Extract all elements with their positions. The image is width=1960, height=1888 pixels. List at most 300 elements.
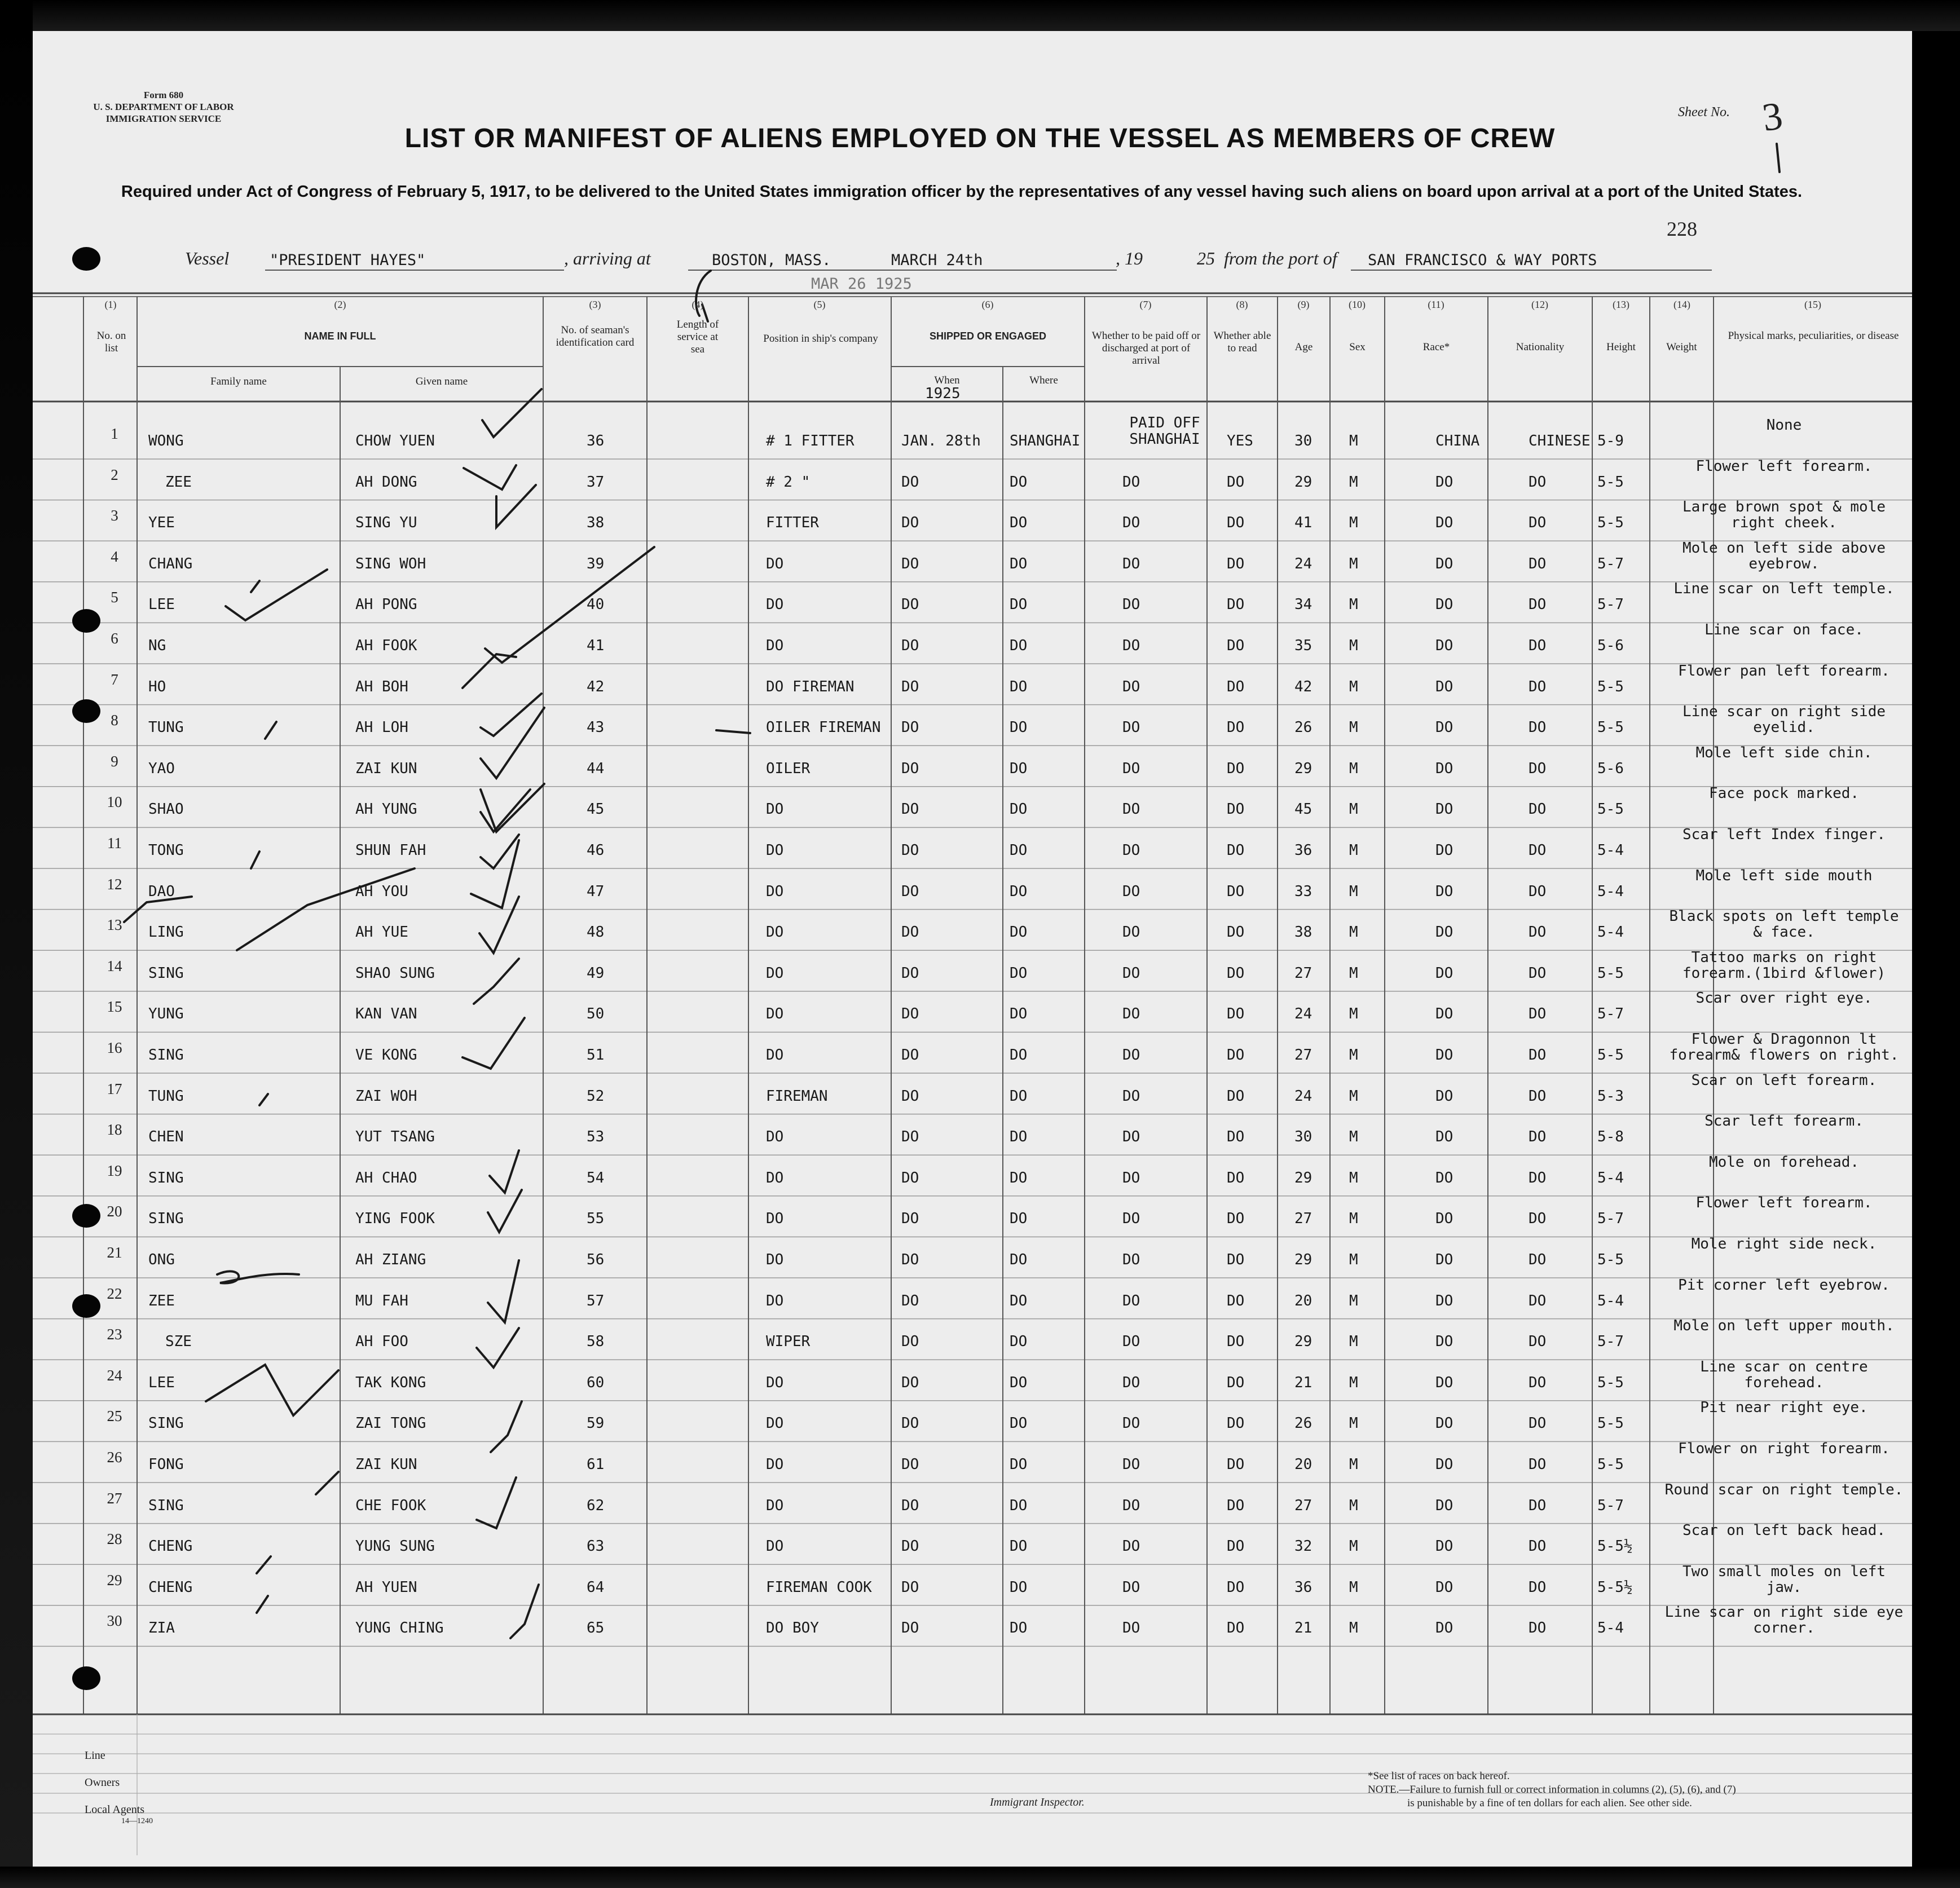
- able-read-cell: DO: [1227, 1538, 1245, 1555]
- where-cell: DO: [1010, 760, 1028, 777]
- footer-agents-label: Local Agents: [85, 1803, 145, 1816]
- footer-line-label: Line: [85, 1749, 105, 1762]
- received-date-stamp: MAR 26 1925: [811, 275, 912, 293]
- position-cell: DO: [766, 1497, 784, 1514]
- race-cell: DO: [1435, 555, 1454, 572]
- age-cell: 29: [1294, 473, 1312, 491]
- family-name-cell: ZIA: [148, 1620, 175, 1637]
- height-cell: 5-4: [1597, 1620, 1624, 1637]
- sex-cell: M: [1349, 1128, 1358, 1146]
- paid-off-cell: DO: [1122, 1087, 1140, 1105]
- when-cell: DO: [901, 473, 919, 491]
- row-number: 4: [111, 548, 118, 565]
- position-cell: OILER: [766, 760, 811, 777]
- able-read-cell: DO: [1227, 596, 1245, 614]
- card-number-cell: 44: [587, 760, 605, 777]
- nationality-cell: DO: [1529, 1456, 1547, 1473]
- arrival-date: MARCH 24th: [891, 252, 983, 269]
- hdr-where: Where: [1029, 374, 1058, 386]
- given-name-cell: AH CHAO: [355, 1169, 417, 1186]
- row-number: 8: [111, 712, 118, 729]
- physical-marks-cell: Flower left forearm.: [1695, 1194, 1873, 1212]
- height-cell: 5-5: [1597, 514, 1624, 532]
- paid-off-cell: DO: [1122, 473, 1140, 491]
- card-number-cell: 64: [587, 1578, 605, 1596]
- paid-off-cell: DO: [1122, 760, 1140, 777]
- able-read-cell: DO: [1227, 924, 1245, 941]
- when-cell: DO: [901, 924, 919, 941]
- position-cell: FITTER: [766, 514, 819, 532]
- physical-marks-cell: Scar on left back head.: [1682, 1522, 1886, 1539]
- sex-cell: M: [1349, 760, 1358, 777]
- where-cell: DO: [1010, 719, 1028, 736]
- paid-off-cell: DO: [1122, 1333, 1140, 1351]
- able-read-cell: DO: [1227, 1169, 1245, 1186]
- given-name-cell: TAK KONG: [355, 1374, 426, 1391]
- age-cell: 24: [1294, 1005, 1312, 1023]
- card-number-cell: 47: [587, 883, 605, 900]
- race-cell: DO: [1435, 924, 1454, 941]
- family-name-cell: HO: [148, 678, 166, 695]
- when-cell: DO: [901, 678, 919, 695]
- row-number: 22: [107, 1285, 122, 1302]
- sex-cell: M: [1349, 1620, 1358, 1637]
- form-service: IMMIGRATION SERVICE: [105, 113, 222, 124]
- when-cell: DO: [901, 514, 919, 532]
- form-department: U. S. DEPARTMENT OF LABOR: [93, 102, 234, 112]
- position-cell: DO: [766, 964, 784, 982]
- physical-marks-cell: Scar left Index finger.: [1682, 826, 1886, 843]
- able-read-cell: DO: [1227, 555, 1245, 572]
- where-cell: DO: [1010, 924, 1028, 941]
- nationality-cell: DO: [1529, 514, 1547, 532]
- race-cell: DO: [1435, 1251, 1454, 1268]
- race-cell: DO: [1435, 1374, 1454, 1391]
- departure-port: SAN FRANCISCO & WAY PORTS: [1368, 252, 1597, 269]
- sex-cell: M: [1349, 473, 1358, 491]
- paid-off-cell: DO: [1122, 1210, 1140, 1228]
- position-cell: DO: [766, 1415, 784, 1432]
- race-cell: CHINA: [1435, 433, 1480, 449]
- sex-cell: M: [1349, 1333, 1358, 1351]
- when-cell: DO: [901, 1251, 919, 1268]
- row-number: 16: [107, 1039, 122, 1056]
- able-read-cell: DO: [1227, 678, 1245, 695]
- physical-marks-cell: Mole left side chin.: [1695, 744, 1873, 761]
- col-num-10: (10): [1349, 299, 1366, 310]
- where-cell: DO: [1010, 801, 1028, 818]
- footer-inspector: Immigrant Inspector.: [990, 1796, 1085, 1808]
- from-port-label: from the port of: [1224, 248, 1337, 268]
- family-name-cell: SHAO: [148, 801, 184, 818]
- sex-cell: M: [1349, 964, 1358, 982]
- hdr-physical-marks: Physical marks, peculiarities, or disease: [1728, 330, 1899, 342]
- age-cell: 27: [1294, 1210, 1312, 1228]
- able-read-cell: DO: [1227, 1620, 1245, 1637]
- able-read-cell: DO: [1227, 1087, 1245, 1105]
- given-name-cell: ZAI WOH: [355, 1087, 417, 1105]
- col-num-7: (7): [1139, 299, 1152, 310]
- punch-hole: [72, 247, 100, 271]
- row-number: 24: [107, 1366, 122, 1384]
- where-cell: DO: [1010, 637, 1028, 654]
- row-number: 2: [111, 466, 118, 483]
- family-name-cell: TONG: [148, 842, 184, 859]
- physical-marks-cell: Mole on left side above eyebrow.: [1682, 539, 1886, 572]
- height-cell: 5-4: [1597, 842, 1624, 859]
- age-cell: 38: [1294, 924, 1312, 941]
- when-cell: DO: [901, 883, 919, 900]
- card-number-cell: 42: [587, 678, 605, 695]
- given-name-cell: KAN VAN: [355, 1005, 417, 1023]
- family-name-cell: LEE: [148, 1374, 175, 1391]
- physical-marks-cell: Mole on forehead.: [1708, 1153, 1860, 1171]
- card-number-cell: 63: [587, 1538, 605, 1555]
- physical-marks-cell: Line scar on left temple.: [1673, 580, 1895, 598]
- given-name-cell: YING FOOK: [355, 1210, 435, 1228]
- height-cell: 5-7: [1597, 1497, 1624, 1514]
- where-cell: DO: [1010, 1047, 1028, 1064]
- hdr-name-in-full: NAME IN FULL: [304, 330, 376, 342]
- position-cell: DO: [766, 596, 784, 614]
- card-number-cell: 61: [587, 1456, 605, 1473]
- when-cell: DO: [901, 801, 919, 818]
- given-name-cell: AH LOH: [355, 719, 408, 736]
- when-cell: DO: [901, 1333, 919, 1351]
- given-name-cell: AH BOH: [355, 678, 408, 695]
- family-name-cell: CHENG: [148, 1578, 193, 1596]
- sex-cell: M: [1349, 1456, 1358, 1473]
- family-name-cell: SING: [148, 1415, 184, 1432]
- age-cell: 29: [1294, 1333, 1312, 1351]
- position-cell: DO: [766, 842, 784, 859]
- card-number-cell: 41: [587, 637, 605, 654]
- age-cell: 20: [1294, 1292, 1312, 1309]
- family-name-cell: CHEN: [148, 1128, 184, 1146]
- col-num-8: (8): [1236, 299, 1248, 310]
- physical-marks-cell: Line scar on face.: [1704, 621, 1864, 638]
- physical-marks-cell: Flower & Dragonnon lt forearm& flowers on right.: [1669, 1031, 1899, 1064]
- family-name-cell: DAO: [148, 883, 175, 900]
- height-cell: 5-7: [1597, 1210, 1624, 1228]
- physical-marks-cell: Flower left forearm.: [1695, 457, 1873, 475]
- where-cell: DO: [1010, 964, 1028, 982]
- col-num-3: (3): [589, 299, 601, 310]
- age-cell: 21: [1294, 1374, 1312, 1391]
- position-cell: DO: [766, 1251, 784, 1268]
- paid-off-cell: DO: [1122, 883, 1140, 900]
- race-cell: DO: [1435, 1005, 1454, 1023]
- height-cell: 5-3: [1597, 1087, 1624, 1105]
- age-cell: 30: [1294, 433, 1312, 449]
- able-read-cell: DO: [1227, 1292, 1245, 1309]
- age-cell: 27: [1294, 1047, 1312, 1064]
- given-name-cell: SHAO SUNG: [355, 964, 435, 982]
- paid-off-cell: DO: [1122, 1128, 1140, 1146]
- col-num-15: (15): [1804, 299, 1821, 310]
- when-cell: DO: [901, 1620, 919, 1637]
- paid-off-cell: DO: [1122, 801, 1140, 818]
- race-cell: DO: [1435, 1456, 1454, 1473]
- physical-marks-cell: Scar on left forearm.: [1691, 1071, 1877, 1089]
- able-read-cell: DO: [1227, 1251, 1245, 1268]
- footer-form-code: 14—1240: [121, 1817, 153, 1825]
- sex-cell: M: [1349, 637, 1358, 654]
- given-name-cell: AH YUNG: [355, 801, 417, 818]
- where-cell: DO: [1010, 1210, 1028, 1228]
- where-cell: SHANGHAI: [1010, 433, 1081, 449]
- physical-marks-cell: Tattoo marks on right forearm.(1bird &flower): [1682, 949, 1886, 982]
- position-cell: FIREMAN COOK: [766, 1578, 872, 1596]
- when-cell: DO: [901, 1538, 919, 1555]
- age-cell: 45: [1294, 801, 1312, 818]
- row-number: 13: [107, 916, 122, 934]
- position-cell: DO: [766, 1374, 784, 1391]
- age-cell: 36: [1294, 1578, 1312, 1596]
- when-cell: DO: [901, 1169, 919, 1186]
- given-name-cell: ZAI KUN: [355, 1456, 417, 1473]
- card-number-cell: 53: [587, 1128, 605, 1146]
- paid-off-cell: DO: [1122, 555, 1140, 572]
- col-num-9: (9): [1297, 299, 1310, 310]
- age-cell: 29: [1294, 1169, 1312, 1186]
- nationality-cell: DO: [1529, 1169, 1547, 1186]
- nationality-cell: DO: [1529, 1047, 1547, 1064]
- row-number: 12: [107, 875, 122, 893]
- height-cell: 5-5: [1597, 1374, 1624, 1391]
- nationality-cell: DO: [1529, 964, 1547, 982]
- when-cell: DO: [901, 1005, 919, 1023]
- age-cell: 26: [1294, 1415, 1312, 1432]
- given-name-cell: VE KONG: [355, 1047, 417, 1064]
- when-cell: DO: [901, 1087, 919, 1105]
- card-number-cell: 60: [587, 1374, 605, 1391]
- height-cell: 5-4: [1597, 1169, 1624, 1186]
- able-read-cell: DO: [1227, 1497, 1245, 1514]
- physical-marks-cell: Flower on right forearm.: [1678, 1440, 1890, 1457]
- hdr-shipped-engaged: SHIPPED OR ENGAGED: [929, 330, 1047, 342]
- position-cell: DO: [766, 924, 784, 941]
- position-cell: DO BOY: [766, 1620, 819, 1637]
- hdr-length-service: Length of service at sea: [676, 319, 719, 355]
- position-cell: DO: [766, 1456, 784, 1473]
- where-cell: DO: [1010, 1251, 1028, 1268]
- paid-off-cell: DO: [1122, 719, 1140, 736]
- position-cell: # 2 ": [766, 473, 811, 491]
- position-cell: FIREMAN: [766, 1087, 828, 1105]
- document-title: LIST OR MANIFEST OF ALIENS EMPLOYED ON THE VESSEL AS MEMBERS OF CREW: [404, 123, 1556, 153]
- paid-off-cell: DO: [1122, 964, 1140, 982]
- given-name-cell: AH YUE: [355, 924, 408, 941]
- sex-cell: M: [1349, 596, 1358, 614]
- position-cell: DO: [766, 1005, 784, 1023]
- footnote: [1368, 1770, 1736, 1810]
- when-cell: DO: [901, 1047, 919, 1064]
- when-cell: DO: [901, 760, 919, 777]
- height-cell: 5-5: [1597, 1047, 1624, 1064]
- able-read-cell: DO: [1227, 1333, 1245, 1351]
- sex-cell: M: [1349, 433, 1358, 449]
- where-cell: DO: [1010, 1087, 1028, 1105]
- where-cell: DO: [1010, 842, 1028, 859]
- card-number-cell: 54: [587, 1169, 605, 1186]
- row-number: 17: [107, 1080, 122, 1097]
- row-number: 3: [111, 507, 118, 524]
- row-number: 1: [111, 425, 118, 442]
- given-name-cell: ZAI TONG: [355, 1415, 426, 1432]
- race-cell: DO: [1435, 514, 1454, 532]
- year-prefix: , 19: [1116, 248, 1143, 268]
- hdr-year-written: 1925: [925, 385, 961, 402]
- where-cell: DO: [1010, 1292, 1028, 1309]
- race-cell: DO: [1435, 596, 1454, 614]
- race-cell: DO: [1435, 1087, 1454, 1105]
- nationality-cell: DO: [1529, 596, 1547, 614]
- footnote-penalty: NOTE.—Failure to furnish full or correct information in columns (2), (5), (6), and (7): [1368, 1784, 1736, 1796]
- given-name-cell: YUT TSANG: [355, 1128, 435, 1146]
- when-cell: DO: [901, 637, 919, 654]
- family-name-cell: YAO: [148, 760, 175, 777]
- physical-marks-cell: Pit corner left eyebrow.: [1678, 1276, 1890, 1294]
- family-name-cell: SING: [148, 1497, 184, 1514]
- sheet-number: 3: [1759, 94, 1786, 140]
- height-cell: 5-6: [1597, 760, 1624, 777]
- height-cell: 5-4: [1597, 1292, 1624, 1309]
- race-cell: DO: [1435, 1415, 1454, 1432]
- paid-off-cell: DO: [1122, 1538, 1140, 1555]
- age-cell: 21: [1294, 1620, 1312, 1637]
- card-number-cell: 48: [587, 924, 605, 941]
- family-name-cell: YUNG: [148, 1005, 184, 1023]
- position-cell: DO: [766, 637, 784, 654]
- able-read-cell: DO: [1227, 842, 1245, 859]
- height-cell: 5-7: [1597, 1333, 1624, 1351]
- row-number: 23: [107, 1326, 122, 1343]
- when-cell: DO: [901, 1415, 919, 1432]
- row-number: 27: [107, 1489, 122, 1507]
- nationality-cell: DO: [1529, 801, 1547, 818]
- when-cell: DO: [901, 964, 919, 982]
- race-cell: DO: [1435, 1578, 1454, 1596]
- hdr-age: Age: [1294, 341, 1313, 353]
- family-name-cell: SING: [148, 1210, 184, 1228]
- family-name-cell: ONG: [148, 1251, 175, 1268]
- col-num-5: (5): [813, 299, 826, 310]
- race-cell: DO: [1435, 1210, 1454, 1228]
- hdr-when: When: [934, 374, 960, 386]
- nationality-cell: DO: [1529, 719, 1547, 736]
- able-read-cell: DO: [1227, 883, 1245, 900]
- able-read-cell: DO: [1227, 637, 1245, 654]
- paid-off-cell: DO: [1122, 596, 1140, 614]
- where-cell: DO: [1010, 1374, 1028, 1391]
- row-number: 18: [107, 1121, 122, 1139]
- row-number: 20: [107, 1203, 122, 1220]
- nationality-cell: DO: [1529, 760, 1547, 777]
- card-number-cell: 39: [587, 555, 605, 572]
- when-cell: DO: [901, 596, 919, 614]
- given-name-cell: ZAI KUN: [355, 760, 417, 777]
- card-number-cell: 49: [587, 964, 605, 982]
- family-name-cell: CHENG: [148, 1538, 193, 1555]
- vessel-name: "PRESIDENT HAYES": [270, 252, 426, 269]
- paid-off-cell: DO: [1122, 1251, 1140, 1268]
- height-cell: 5-5: [1597, 473, 1624, 491]
- able-read-cell: DO: [1227, 514, 1245, 532]
- race-cell: DO: [1435, 1333, 1454, 1351]
- card-number-cell: 62: [587, 1497, 605, 1514]
- height-cell: 5-5: [1597, 801, 1624, 818]
- able-read-cell: DO: [1227, 1005, 1245, 1023]
- row-number: 14: [107, 957, 122, 974]
- family-name-cell: LEE: [148, 596, 175, 614]
- nationality-cell: DO: [1529, 1578, 1547, 1596]
- given-name-cell: CHOW YUEN: [355, 433, 435, 449]
- age-cell: 27: [1294, 1497, 1312, 1514]
- able-read-cell: DO: [1227, 473, 1245, 491]
- age-cell: 29: [1294, 1251, 1312, 1268]
- family-name-cell: ZEE: [148, 1292, 175, 1309]
- family-name-cell: TUNG: [148, 719, 184, 736]
- height-cell: 5-5½: [1597, 1538, 1633, 1555]
- family-name-cell: WONG: [148, 433, 184, 449]
- height-cell: 5-9: [1597, 433, 1624, 449]
- race-cell: DO: [1435, 760, 1454, 777]
- card-number-cell: 50: [587, 1005, 605, 1023]
- paid-off-cell: DO: [1122, 1415, 1140, 1432]
- sex-cell: M: [1349, 1538, 1358, 1555]
- paid-off-cell: DO: [1122, 842, 1140, 859]
- nationality-cell: DO: [1529, 1333, 1547, 1351]
- able-read-cell: DO: [1227, 1128, 1245, 1146]
- hdr-height: Height: [1606, 341, 1636, 353]
- card-number-cell: 57: [587, 1292, 605, 1309]
- when-cell: DO: [901, 1210, 919, 1228]
- sex-cell: M: [1349, 1087, 1358, 1105]
- race-cell: DO: [1435, 637, 1454, 654]
- paid-off-cell: DO: [1122, 1620, 1140, 1637]
- able-read-cell: DO: [1227, 1374, 1245, 1391]
- position-cell: DO: [766, 1292, 784, 1309]
- height-cell: 5-5: [1597, 1251, 1624, 1268]
- card-number-cell: 55: [587, 1210, 605, 1228]
- nationality-cell: DO: [1529, 1087, 1547, 1105]
- card-number-cell: 51: [587, 1047, 605, 1064]
- where-cell: DO: [1010, 473, 1028, 491]
- col-num-12: (12): [1531, 299, 1548, 310]
- age-cell: 30: [1294, 1128, 1312, 1146]
- physical-marks-cell: Pit near right eye.: [1700, 1399, 1868, 1417]
- sex-cell: M: [1349, 1578, 1358, 1596]
- sex-cell: M: [1349, 1497, 1358, 1514]
- given-name-cell: CHE FOOK: [355, 1497, 426, 1514]
- year-suffix: 25: [1197, 248, 1215, 268]
- document-subtitle: Required under Act of Congress of February 5, 1917, to be delivered to the United States immigration officer by the representatives of any vessel having such aliens on board upon arrival at a port of the United States.: [121, 183, 1803, 201]
- punch-hole: [72, 699, 100, 723]
- nationality-cell: DO: [1529, 555, 1547, 572]
- race-cell: DO: [1435, 1538, 1454, 1555]
- physical-marks-cell: Large brown spot & mole right cheek.: [1682, 499, 1886, 532]
- age-cell: 41: [1294, 514, 1312, 532]
- physical-marks-cell: Flower pan left forearm.: [1678, 662, 1890, 680]
- paid-off-cell: DO: [1122, 1456, 1140, 1473]
- row-number: 26: [107, 1449, 122, 1466]
- height-cell: 5-7: [1597, 1005, 1624, 1023]
- sex-cell: M: [1349, 514, 1358, 532]
- paid-off-cell: DO: [1122, 1047, 1140, 1064]
- card-number-cell: 45: [587, 801, 605, 818]
- sex-cell: M: [1349, 1292, 1358, 1309]
